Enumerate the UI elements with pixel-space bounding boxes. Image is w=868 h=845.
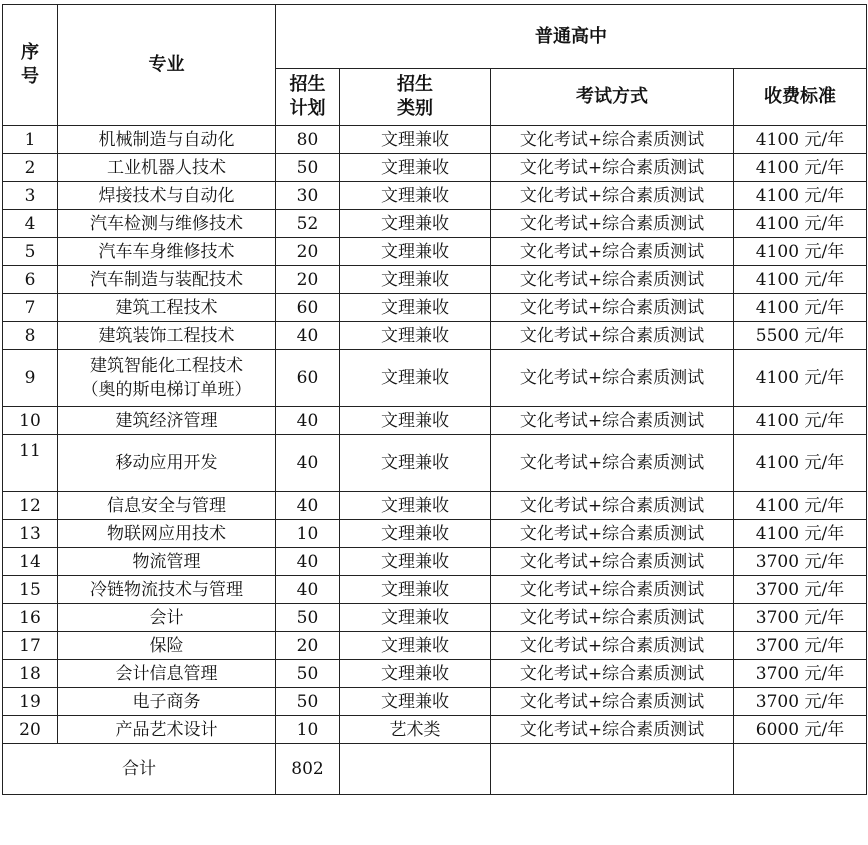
cell-fee: 6000 元/年 xyxy=(734,716,867,744)
cell-plan: 20 xyxy=(276,632,340,660)
table-row xyxy=(3,322,867,350)
cell-no: 19 xyxy=(3,688,58,716)
cell-no: 14 xyxy=(3,548,58,576)
total-row xyxy=(3,744,867,795)
cell-category: 文理兼收 xyxy=(340,548,491,576)
header-fee: 收费标准 xyxy=(734,69,867,126)
cell-category: 文理兼收 xyxy=(340,182,491,210)
cell-major: 建筑装饰工程技术 xyxy=(58,322,276,350)
cell-exam: 文化考试+综合素质测试 xyxy=(491,182,734,210)
header-category-line1: 招生 xyxy=(397,74,433,95)
cell-category: 文理兼收 xyxy=(340,492,491,520)
cell-category: 文理兼收 xyxy=(340,604,491,632)
header-category-line2: 类别 xyxy=(397,98,433,119)
table-row xyxy=(3,520,867,548)
table-row xyxy=(3,266,867,294)
cell-no: 2 xyxy=(3,154,58,182)
cell-plan: 40 xyxy=(276,435,340,492)
cell-exam: 文化考试+综合素质测试 xyxy=(491,576,734,604)
cell-no: 8 xyxy=(3,322,58,350)
cell-plan: 30 xyxy=(276,182,340,210)
cell-no: 9 xyxy=(3,350,58,407)
table-row xyxy=(3,154,867,182)
cell-plan: 40 xyxy=(276,492,340,520)
cell-exam: 文化考试+综合素质测试 xyxy=(491,210,734,238)
cell-plan: 40 xyxy=(276,407,340,435)
cell-exam: 文化考试+综合素质测试 xyxy=(491,350,734,407)
header-index-line1: 序 xyxy=(21,42,39,63)
cell-no: 11 xyxy=(3,435,58,492)
cell-major: 电子商务 xyxy=(58,688,276,716)
cell-fee: 4100 元/年 xyxy=(734,210,867,238)
cell-major: 焊接技术与自动化 xyxy=(58,182,276,210)
cell-no: 20 xyxy=(3,716,58,744)
cell-category: 文理兼收 xyxy=(340,688,491,716)
cell-category: 文理兼收 xyxy=(340,520,491,548)
header-index xyxy=(3,5,58,126)
cell-fee: 3700 元/年 xyxy=(734,604,867,632)
cell-category: 文理兼收 xyxy=(340,576,491,604)
cell-fee: 5500 元/年 xyxy=(734,322,867,350)
table-row xyxy=(3,716,867,744)
cell-fee: 4100 元/年 xyxy=(734,294,867,322)
cell-no: 17 xyxy=(3,632,58,660)
cell-exam: 文化考试+综合素质测试 xyxy=(491,266,734,294)
cell-exam: 文化考试+综合素质测试 xyxy=(491,520,734,548)
cell-major: 机械制造与自动化 xyxy=(58,126,276,154)
cell-category: 文理兼收 xyxy=(340,322,491,350)
cell-exam: 文化考试+综合素质测试 xyxy=(491,238,734,266)
cell-major xyxy=(58,350,276,407)
table-row xyxy=(3,688,867,716)
cell-exam: 文化考试+综合素质测试 xyxy=(491,604,734,632)
cell-major: 信息安全与管理 xyxy=(58,492,276,520)
cell-fee: 3700 元/年 xyxy=(734,688,867,716)
cell-exam: 文化考试+综合素质测试 xyxy=(491,632,734,660)
cell-plan: 40 xyxy=(276,548,340,576)
cell-category: 文理兼收 xyxy=(340,238,491,266)
cell-plan: 52 xyxy=(276,210,340,238)
cell-exam: 文化考试+综合素质测试 xyxy=(491,322,734,350)
cell-major: 汽车车身维修技术 xyxy=(58,238,276,266)
cell-no: 6 xyxy=(3,266,58,294)
cell-major: 物联网应用技术 xyxy=(58,520,276,548)
cell-fee: 4100 元/年 xyxy=(734,435,867,492)
cell-fee: 3700 元/年 xyxy=(734,660,867,688)
total-empty-category xyxy=(340,744,491,795)
cell-no: 5 xyxy=(3,238,58,266)
table-row xyxy=(3,492,867,520)
cell-exam: 文化考试+综合素质测试 xyxy=(491,716,734,744)
table-row xyxy=(3,407,867,435)
header-plan-line1: 招生 xyxy=(289,74,326,95)
header-plan-line2: 计划 xyxy=(289,98,326,119)
header-exam: 考试方式 xyxy=(491,69,734,126)
cell-no: 13 xyxy=(3,520,58,548)
cell-major: 会计信息管理 xyxy=(58,660,276,688)
cell-exam: 文化考试+综合素质测试 xyxy=(491,492,734,520)
cell-category: 文理兼收 xyxy=(340,407,491,435)
cell-no: 3 xyxy=(3,182,58,210)
total-empty-exam xyxy=(491,744,734,795)
header-group: 普通高中 xyxy=(276,5,867,69)
cell-category: 艺术类 xyxy=(340,716,491,744)
cell-fee: 4100 元/年 xyxy=(734,266,867,294)
cell-fee: 4100 元/年 xyxy=(734,407,867,435)
cell-major: 建筑工程技术 xyxy=(58,294,276,322)
cell-fee: 3700 元/年 xyxy=(734,632,867,660)
cell-plan: 20 xyxy=(276,238,340,266)
cell-category: 文理兼收 xyxy=(340,126,491,154)
cell-category: 文理兼收 xyxy=(340,210,491,238)
cell-no: 4 xyxy=(3,210,58,238)
cell-major: 保险 xyxy=(58,632,276,660)
total-label: 合计 xyxy=(3,744,276,795)
cell-exam: 文化考试+综合素质测试 xyxy=(491,688,734,716)
cell-category: 文理兼收 xyxy=(340,632,491,660)
cell-no: 7 xyxy=(3,294,58,322)
cell-plan: 10 xyxy=(276,520,340,548)
cell-fee: 3700 元/年 xyxy=(734,576,867,604)
table-row xyxy=(3,576,867,604)
cell-fee: 4100 元/年 xyxy=(734,126,867,154)
cell-category: 文理兼收 xyxy=(340,660,491,688)
cell-no: 15 xyxy=(3,576,58,604)
cell-plan: 50 xyxy=(276,688,340,716)
cell-exam: 文化考试+综合素质测试 xyxy=(491,660,734,688)
cell-major: 物流管理 xyxy=(58,548,276,576)
table-row xyxy=(3,350,867,407)
admissions-table xyxy=(2,4,867,795)
cell-fee: 4100 元/年 xyxy=(734,350,867,407)
cell-fee: 4100 元/年 xyxy=(734,154,867,182)
cell-plan: 60 xyxy=(276,294,340,322)
cell-category: 文理兼收 xyxy=(340,154,491,182)
cell-no: 1 xyxy=(3,126,58,154)
header-plan xyxy=(276,69,340,126)
cell-major: 建筑经济管理 xyxy=(58,407,276,435)
table-row xyxy=(3,182,867,210)
cell-category: 文理兼收 xyxy=(340,294,491,322)
header-category xyxy=(340,69,491,126)
cell-plan: 80 xyxy=(276,126,340,154)
table-row xyxy=(3,294,867,322)
cell-plan: 50 xyxy=(276,660,340,688)
cell-major: 汽车制造与装配技术 xyxy=(58,266,276,294)
total-plan: 802 xyxy=(276,744,340,795)
cell-major: 移动应用开发 xyxy=(58,435,276,492)
cell-no: 10 xyxy=(3,407,58,435)
cell-major: 会计 xyxy=(58,604,276,632)
cell-category: 文理兼收 xyxy=(340,435,491,492)
cell-major: 工业机器人技术 xyxy=(58,154,276,182)
cell-exam: 文化考试+综合素质测试 xyxy=(491,126,734,154)
header-major: 专业 xyxy=(58,5,276,126)
cell-fee: 3700 元/年 xyxy=(734,548,867,576)
cell-no: 18 xyxy=(3,660,58,688)
cell-fee: 4100 元/年 xyxy=(734,238,867,266)
cell-major-line2: （奥的斯电梯订单班） xyxy=(81,380,252,400)
cell-category: 文理兼收 xyxy=(340,350,491,407)
cell-category: 文理兼收 xyxy=(340,266,491,294)
cell-plan: 40 xyxy=(276,576,340,604)
cell-major: 汽车检测与维修技术 xyxy=(58,210,276,238)
header-index-line2: 号 xyxy=(21,66,39,87)
cell-fee: 4100 元/年 xyxy=(734,182,867,210)
cell-exam: 文化考试+综合素质测试 xyxy=(491,407,734,435)
cell-plan: 40 xyxy=(276,322,340,350)
table-row xyxy=(3,238,867,266)
cell-major: 产品艺术设计 xyxy=(58,716,276,744)
table-row xyxy=(3,660,867,688)
cell-exam: 文化考试+综合素质测试 xyxy=(491,154,734,182)
cell-no: 16 xyxy=(3,604,58,632)
table-row xyxy=(3,435,867,492)
cell-plan: 60 xyxy=(276,350,340,407)
cell-plan: 50 xyxy=(276,154,340,182)
table-row xyxy=(3,210,867,238)
total-empty-fee xyxy=(734,744,867,795)
cell-major: 冷链物流技术与管理 xyxy=(58,576,276,604)
table-row xyxy=(3,126,867,154)
cell-major-line1: 建筑智能化工程技术 xyxy=(90,356,243,376)
cell-fee: 4100 元/年 xyxy=(734,492,867,520)
table-row xyxy=(3,632,867,660)
cell-fee: 4100 元/年 xyxy=(734,520,867,548)
cell-plan: 20 xyxy=(276,266,340,294)
cell-exam: 文化考试+综合素质测试 xyxy=(491,548,734,576)
table-row xyxy=(3,548,867,576)
cell-no: 12 xyxy=(3,492,58,520)
cell-plan: 50 xyxy=(276,604,340,632)
cell-exam: 文化考试+综合素质测试 xyxy=(491,435,734,492)
table-row xyxy=(3,604,867,632)
cell-plan: 10 xyxy=(276,716,340,744)
cell-exam: 文化考试+综合素质测试 xyxy=(491,294,734,322)
